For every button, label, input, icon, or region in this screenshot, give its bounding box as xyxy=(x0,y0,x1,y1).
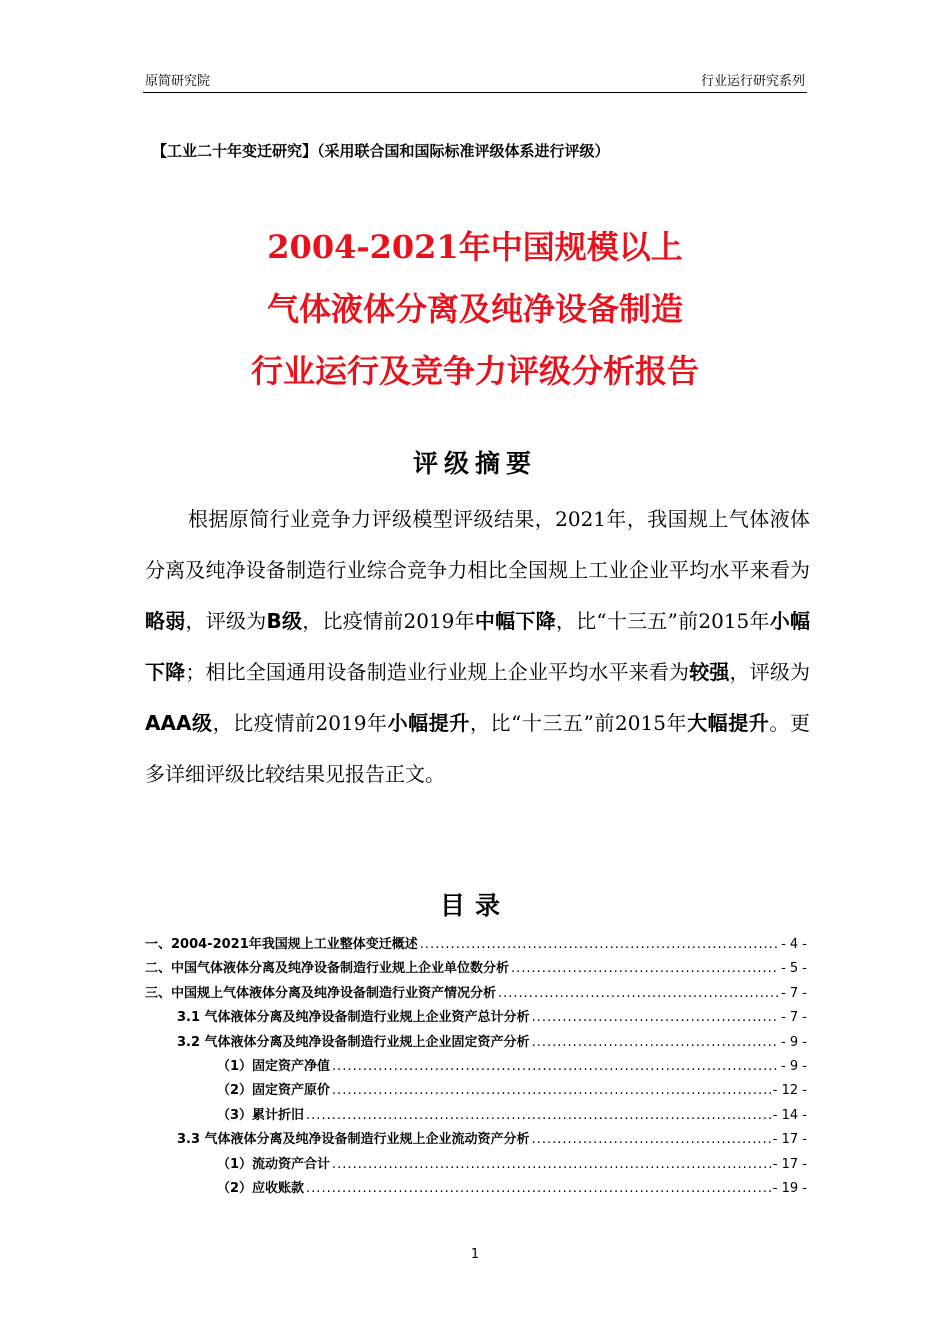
toc-entry-page: - 17 - xyxy=(772,1156,807,1172)
toc-leader-dots xyxy=(532,1132,771,1147)
toc-entry-label: （1）流动资产合计 xyxy=(217,1156,331,1172)
toc-entry-page: - 12 - xyxy=(772,1083,807,1099)
title-line-2: 气体液体分离及纯净设备制造 xyxy=(266,290,683,328)
toc-leader-dots xyxy=(306,1108,771,1123)
toc-entry[interactable] xyxy=(143,1055,807,1079)
abstract-emphasis: 小幅下降 xyxy=(145,609,810,684)
report-title xyxy=(143,216,807,402)
toc-entry[interactable] xyxy=(143,1153,807,1177)
page-header xyxy=(143,68,807,93)
abstract-emphasis: 大幅提升 xyxy=(687,711,770,735)
abstract-emphasis: 较强 xyxy=(689,660,730,684)
toc-leader-dots xyxy=(420,937,779,952)
toc-entry[interactable] xyxy=(143,957,807,981)
toc-entry[interactable] xyxy=(143,1079,807,1103)
toc-entry-label: 二、中国气体液体分离及纯净设备制造行业规上企业单位数分析 xyxy=(145,961,510,977)
toc-entry-label: （2）固定资产原价 xyxy=(217,1083,331,1099)
toc-entry[interactable] xyxy=(143,1177,807,1201)
toc-entry[interactable] xyxy=(143,1128,807,1152)
toc-entry[interactable] xyxy=(143,1031,807,1055)
toc-entry-page: - 14 - xyxy=(772,1107,807,1123)
abstract-text: ，比“十三五”前2015年 xyxy=(469,711,688,735)
toc-entry-page: - 9 - xyxy=(781,1058,807,1074)
abstract-emphasis: B级 xyxy=(266,609,303,633)
abstract-text: ，评级为 xyxy=(729,660,810,684)
abstract-emphasis: 小幅提升 xyxy=(387,711,470,735)
toc-leader-dots xyxy=(306,1181,771,1196)
toc-leader-dots xyxy=(498,986,779,1001)
abstract-text: 根据原简行业竞争力评级模型评级结果，2021年，我国规上气体液体分离及纯净设备制造行业综合竞争力相比全国规上工业企业平均水平来看为 xyxy=(145,507,810,582)
abstract-emphasis: AAA级 xyxy=(145,711,213,735)
toc-leader-dots xyxy=(332,1059,779,1074)
toc-leader-dots xyxy=(332,1083,771,1098)
title-line-1: 2004-2021年中国规模以上 xyxy=(267,228,683,266)
series-line: 【工业二十年变迁研究】（采用联合国和国际标准评级体系进行评级） xyxy=(152,142,610,160)
abstract-text: 。更多详细评级比较结果见报告正文。 xyxy=(145,711,811,786)
abstract-emphasis: 中幅下降 xyxy=(474,609,556,633)
toc-entry[interactable] xyxy=(143,1006,807,1030)
toc-entry-label: 一、2004-2021年我国规上工业整体变迁概述 xyxy=(145,937,418,952)
toc-entry-page: - 17 - xyxy=(772,1132,807,1148)
toc-leader-dots xyxy=(332,1157,771,1172)
toc-entry-page: - 7 - xyxy=(781,1010,807,1026)
table-of-contents xyxy=(143,933,807,1201)
toc-entry-label: 3.2 气体液体分离及纯净设备制造行业规上企业固定资产分析 xyxy=(177,1034,530,1050)
toc-entry[interactable] xyxy=(143,1104,807,1128)
abstract-text: ，比疫情前2019年 xyxy=(302,609,475,633)
toc-leader-dots xyxy=(532,1035,780,1050)
toc-entry-label: 3.1 气体液体分离及纯净设备制造行业规上企业资产总计分析 xyxy=(177,1010,530,1026)
page-number: 1 xyxy=(470,1247,480,1262)
header-series: 行业运行研究系列 xyxy=(700,74,805,89)
title-line-3: 行业运行及竞争力评级分析报告 xyxy=(250,352,699,390)
toc-entry-page: - 19 - xyxy=(772,1180,807,1196)
toc-entry-label: 3.3 气体液体分离及纯净设备制造行业规上企业流动资产分析 xyxy=(177,1132,530,1148)
toc-heading: 目录 xyxy=(439,891,510,920)
abstract-text: ，比“十三五”前2015年 xyxy=(555,609,770,633)
toc-entry-page: - 9 - xyxy=(781,1034,807,1050)
toc-entry-page: - 4 - xyxy=(781,937,807,952)
header-org: 原简研究院 xyxy=(145,74,211,89)
toc-entry-label: （1）固定资产净值 xyxy=(217,1058,331,1074)
toc-entry-label: （3）累计折旧 xyxy=(217,1107,305,1123)
toc-entry[interactable] xyxy=(143,982,807,1006)
abstract-heading: 评级摘要 xyxy=(412,449,537,478)
abstract-text: ，评级为 xyxy=(185,609,267,633)
abstract-emphasis: 略弱 xyxy=(145,609,186,633)
toc-entry-page: - 5 - xyxy=(781,961,807,977)
toc-entry-label: （2）应收账款 xyxy=(217,1180,305,1196)
toc-leader-dots xyxy=(511,961,779,976)
abstract-text: ，比疫情前2019年 xyxy=(212,711,388,735)
abstract-paragraph xyxy=(145,494,810,800)
toc-entry-page: - 7 - xyxy=(781,985,807,1001)
abstract-text: ；相比全国通用设备制造业行业规上企业平均水平来看为 xyxy=(185,660,690,684)
toc-leader-dots xyxy=(532,1010,780,1025)
toc-entry[interactable] xyxy=(143,933,807,957)
toc-entry-label: 三、中国规上气体液体分离及纯净设备制造行业资产情况分析 xyxy=(145,985,497,1001)
